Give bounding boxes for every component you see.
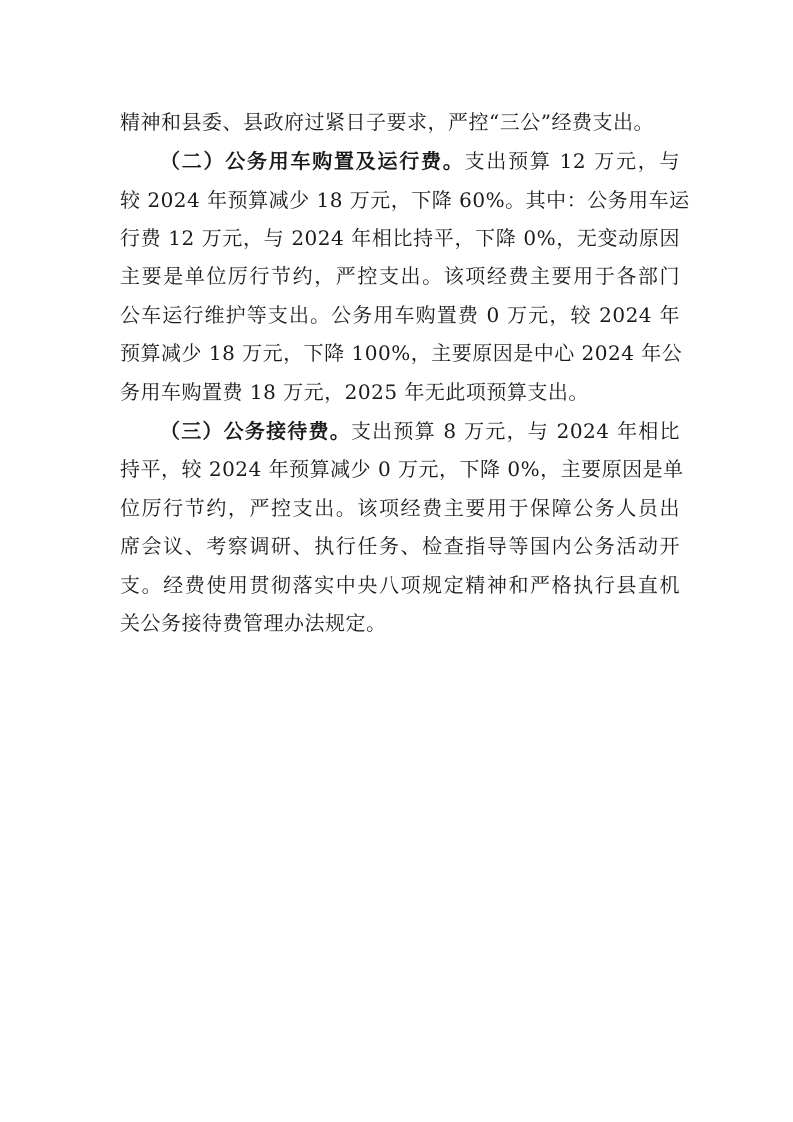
section2-line: 行费 12 万元，与 2024 年相比持平，下降 0%，无变动原因 (120, 226, 680, 250)
section3-line: 支。经费使用贯彻落实中央八项规定精神和严格执行县直机 (120, 573, 680, 597)
section2-line: 主要是单位厉行节约，严控支出。该项经费主要用于各部门 (120, 264, 680, 288)
section3-first-line (160, 417, 680, 445)
section3-line: 关公务接待费管理办法规定。 (120, 611, 387, 635)
section2-line: 公车运行维护等支出。公务用车购置费 0 万元，较 2024 年 (120, 303, 680, 327)
section2-heading: （二）公务用车购置及运行费。 (160, 149, 465, 173)
section3-line: 位厉行节约，严控支出。该项经费主要用于保障公务人员出 (120, 496, 680, 520)
section2-line: 预算减少 18 万元，下降 100%，主要原因是中心 2024 年公 (120, 341, 683, 365)
section2-line: 务用车购置费 18 万元，2025 年无此项预算支出。 (120, 380, 589, 404)
section3-line: 席会议、考察调研、执行任务、检查指导等国内公务活动开 (120, 534, 680, 558)
section2-line: 较 2024 年预算减少 18 万元，下降 60%。其中：公务用车运 (120, 188, 690, 212)
section3-first-line-rest: 支出预算 8 万元，与 2024 年相比 (350, 419, 680, 443)
section3-line: 持平，较 2024 年预算减少 0 万元，下降 0%，主要原因是单 (120, 457, 684, 481)
section3-heading: （三）公务接待费。 (160, 419, 351, 443)
section2-first-line-rest: 支出预算 12 万元，与 (464, 149, 681, 173)
section2-first-line (160, 147, 680, 175)
intro-line: 精神和县委、县政府过紧日子要求，严控“三公”经费支出。 (120, 110, 654, 134)
